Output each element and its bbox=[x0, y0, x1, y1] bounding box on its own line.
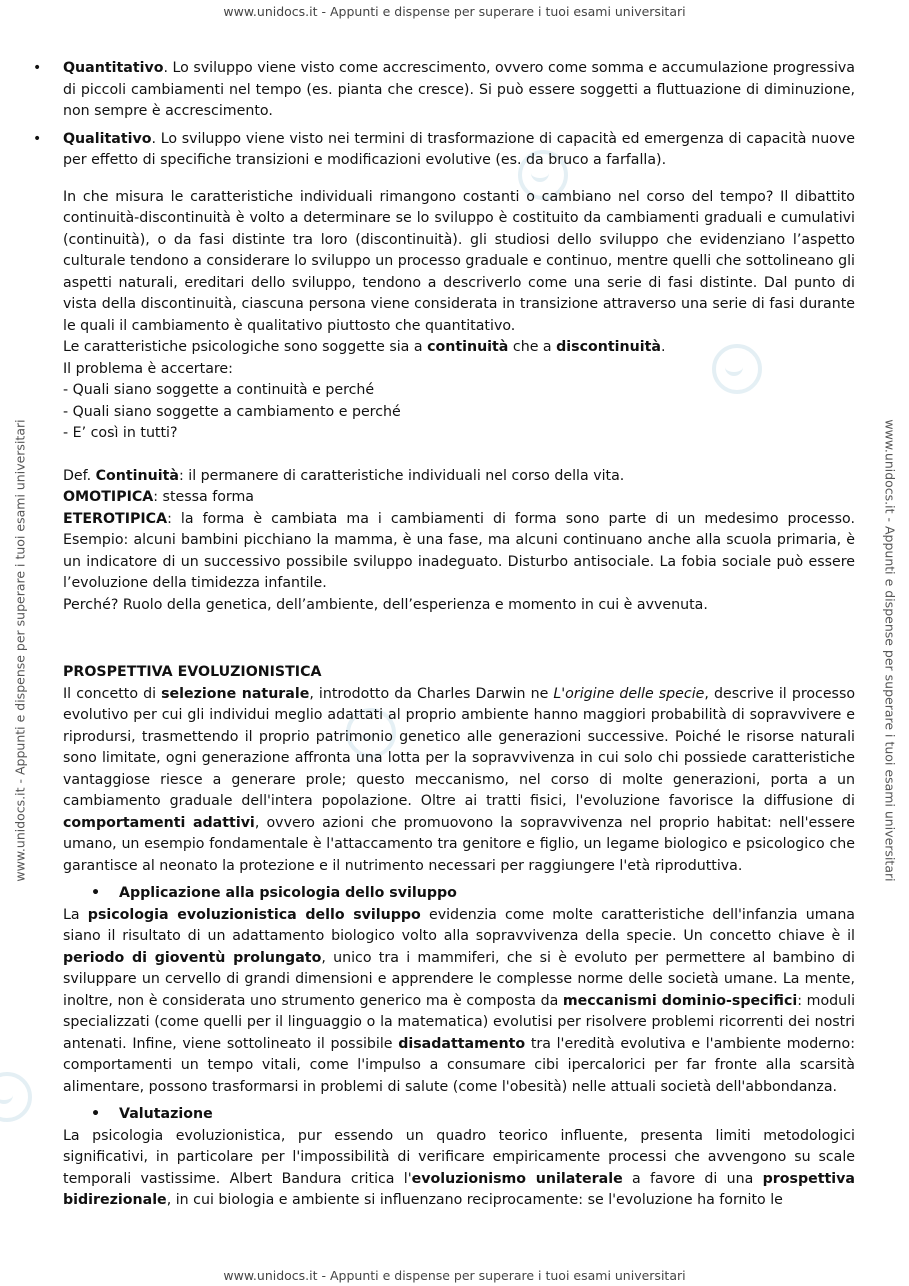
watermark-logo-icon bbox=[0, 1072, 32, 1122]
paragraph-evaluation: La psicologia evoluzionistica, pur essendo un quadro teorico influente, presenta limiti metodologici significativi, in particolare per l'impossibilità di verificare empiricamente processi che avvengono su scale temporali vastissime. Albert Bandura critica l'evoluzionismo unilaterale a favore di una prospettiva bidirezionale, in cui biologia e ambiente si influenzano reciprocamente: se l'evoluzione ha fornito le bbox=[63, 1127, 855, 1208]
paragraph-natural-selection: Il concetto di selezione naturale, introdotto da Charles Darwin ne L'origine delle specie, descrive il processo evolutivo per cui gli individui meglio adattati al proprio ambiente hanno maggiori probabilità di sopravvivere e riprodursi, trasmettendo il proprio patrimonio genetico alle generazioni successive. Poiché le risorse naturali sono limitate, ogni generazione affronta una lotta per la sopravvivenza in cui solo chi possiede caratteristiche vantaggiose riesce a generare prole; questo meccanismo, nel corso di molte generazioni, porta a un cambiamento graduale dell'intera popolazione. Oltre ai tratti fisici, l'evoluzione favorisce la diffusione di comportamenti adattivi, ovvero azioni che promuovono la sopravvivenza nel proprio habitat: nell'essere umano, un esempio fondamentale è l'attaccamento tra genitore e figlio, un legame biologico e psicologico che garantisce al neonato la protezione e il nutrimento necessari per raggiungere l'età riproduttiva. bbox=[63, 685, 856, 874]
page-header-watermark: www.unidocs.it - Appunti e dispense per superare i tuoi esami universitari bbox=[223, 4, 686, 19]
subheading-evaluation: • Valutazione bbox=[63, 1104, 855, 1126]
definition-eterotipica: ETEROTIPICA: la forma è cambiata ma i cambiamenti di forma sono parte di un medesimo processo. Esempio: alcuni bambini picchiano la mamma, è una fase, ma alcuni continuano anche alla scuola primaria, è un indicatore di un successivo possibile sviluppo inadeguato. Disturbo antisociale. La fobia sociale può essere l’evoluzione della timidezza infantile. bbox=[63, 510, 855, 591]
bullet-icon: • bbox=[91, 1106, 101, 1122]
bullet-icon: • bbox=[91, 885, 101, 901]
paragraph-why: Perché? Ruolo della genetica, dell’ambiente, dell’esperienza e momento in cui è avvenuta. bbox=[63, 596, 708, 613]
left-side-watermark: www.unidocs.it - Appunti e dispense per superare i tuoi esami universitari bbox=[12, 419, 28, 882]
list-item: - E’ così in tutti? bbox=[63, 425, 178, 441]
bullet-qualitativo: • Qualitativo. Lo sviluppo viene visto nei termini di trasformazione di capacità ed emergenza di capacità nuove per effetto di specifiche transizioni e modificazioni evolutive (es. da bruco a farfalla). bbox=[33, 130, 855, 168]
subheading-application: • Applicazione alla psicologia dello sviluppo bbox=[63, 883, 855, 905]
bullet-icon: • bbox=[33, 60, 42, 76]
bullet-quantitativo: • Quantitativo. Lo sviluppo viene visto come accrescimento, ovvero come somma e accumulazione progressiva di piccoli cambiamenti nel tempo (es. pianta che cresce). Si può essere soggetti a fluttuazione di diminuzione, non sempre è accrescimento. bbox=[33, 60, 855, 119]
definition-continuity: Def. Continuità: il permanere di caratteristiche individuali nel corso della vita. bbox=[63, 467, 625, 484]
document-body bbox=[33, 58, 856, 1212]
right-side-watermark: www.unidocs.it - Appunti e dispense per superare i tuoi esami universitari bbox=[882, 419, 898, 882]
paragraph-characteristics: Le caratteristiche psicologiche sono soggette sia a continuità che a discontinuità. bbox=[63, 339, 666, 355]
definition-omotipica: OMOTIPICA: stessa forma bbox=[63, 489, 254, 505]
bullet-icon: • bbox=[33, 130, 42, 147]
page-footer-watermark: www.unidocs.it - Appunti e dispense per superare i tuoi esami universitari bbox=[223, 1268, 686, 1283]
list-item: - Quali siano soggette a continuità e perché bbox=[63, 382, 375, 398]
paragraph-application: La psicologia evoluzionistica dello sviluppo evidenzia come molte caratteristiche dell'infanzia umana siano il risultato di un adattamento biologico volto alla sopravvivenza della specie. Un concetto chiave è il periodo di gioventù prolungato, unico tra i mammiferi, che si è evoluto per permettere al bambino di sviluppare un cervello di grandi dimensioni e apprendere le complesse norme delle società umane. La mente, inoltre, non è considerata uno strumento generico ma è composta da meccanismi dominio-specifici: moduli specializzati (come quelli per il linguaggio o la matematica) evolutisi per risolvere problemi ricorrenti dei nostri antenati. Infine, viene sottolineato il possibile disadattamento tra l'eredità evolutiva e l'ambiente moderno: comportamenti un tempo vitali, come l'impulso a consumare cibi ipercalorici per far fronte alla scarsità alimentare, possono trasformarsi in problemi di salute (come l'obesità) nelle attuali società dell'abbondanza. bbox=[63, 906, 856, 1095]
list-item: - Quali siano soggette a cambiamento e perché bbox=[63, 403, 401, 420]
paragraph-problem: Il problema è accertare: bbox=[63, 360, 233, 377]
paragraph-continuity-debate: In che misura le caratteristiche individuali rimangono costanti o cambiano nel corso del tempo? Il dibattito continuità-discontinuità è volto a determinare se lo sviluppo è costituito da cambiamenti graduali e cumulativi (continuità), o da fasi distinte tra loro (discontinuità). gli studiosi dello sviluppo che evidenziano l’aspetto culturale tendono a considerare lo sviluppo un processo graduale e continuo, mentre quelli che sottolineano gli aspetti naturali, ereditari dello sviluppo, tendono a descriverlo come una serie di fasi distinte. Dal punto di vista della discontinuità, ciascuna persona viene considerata in transizione attraverso una serie di fasi durante le quali il cambiamento è qualitativo piuttosto che quantitativo. bbox=[63, 188, 855, 334]
section-heading: PROSPETTIVA EVOLUZIONISTICA bbox=[63, 664, 322, 680]
